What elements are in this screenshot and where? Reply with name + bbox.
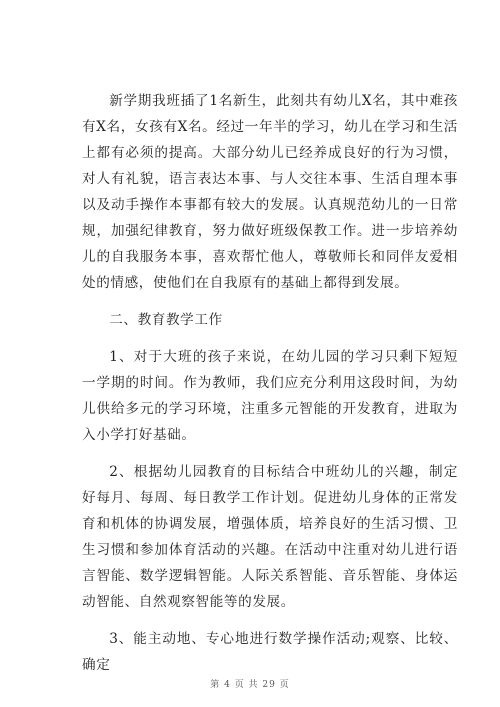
paragraph-item-1: 1、对于大班的孩子来说，在幼儿园的学习只剩下短短一学期的时间。作为教师，我们应充分利用这段时间，为幼儿供给多元的学习环境，注重多元智能的开发教育，进取为入小学打好基础。	[82, 349, 458, 443]
section-heading-teaching: 二、教育教学工作	[109, 312, 223, 328]
paragraph-item-2: 2、根据幼儿园教育的目标结合中班幼儿的兴趣，制定好每月、每周、每日教学工作计划。促进幼儿身体的正常发育和机体的协调发展，增强体质，培养良好的生活习惯、卫生习惯和参加体育活动的兴趣。在活动中注重对幼儿进行语言智能、数学逻辑智能。人际关系智能、音乐智能、身体运动智能、自然观察智能等的发展。	[82, 464, 458, 610]
paragraph-item-3: 3、能主动地、专心地进行数学操作活动;观察、比较、确定	[82, 631, 458, 673]
document-body	[82, 88, 458, 689]
page-number-footer: 第 4 页 共 29 页	[210, 680, 290, 690]
paragraph-class-overview: 新学期我班插了1名新生，此刻共有幼儿X名，其中难孩有X名，女孩有X名。经过一年半的学习，幼儿在学习和生活上都有必须的提高。大部分幼儿已经养成良好的行为习惯，对人有礼貌，语言表达本事、与人交往本事、生活自理本事以及动手操作本事都有较大的发展。认真规范幼儿的一日常规，加强纪律教育，努力做好班级保教工作。进一步培养幼儿的自我服务本事，喜欢帮忙他人，尊敬师长和同伴友爱相处的情感，使他们在自我原有的基础上都得到发展。	[82, 93, 458, 291]
